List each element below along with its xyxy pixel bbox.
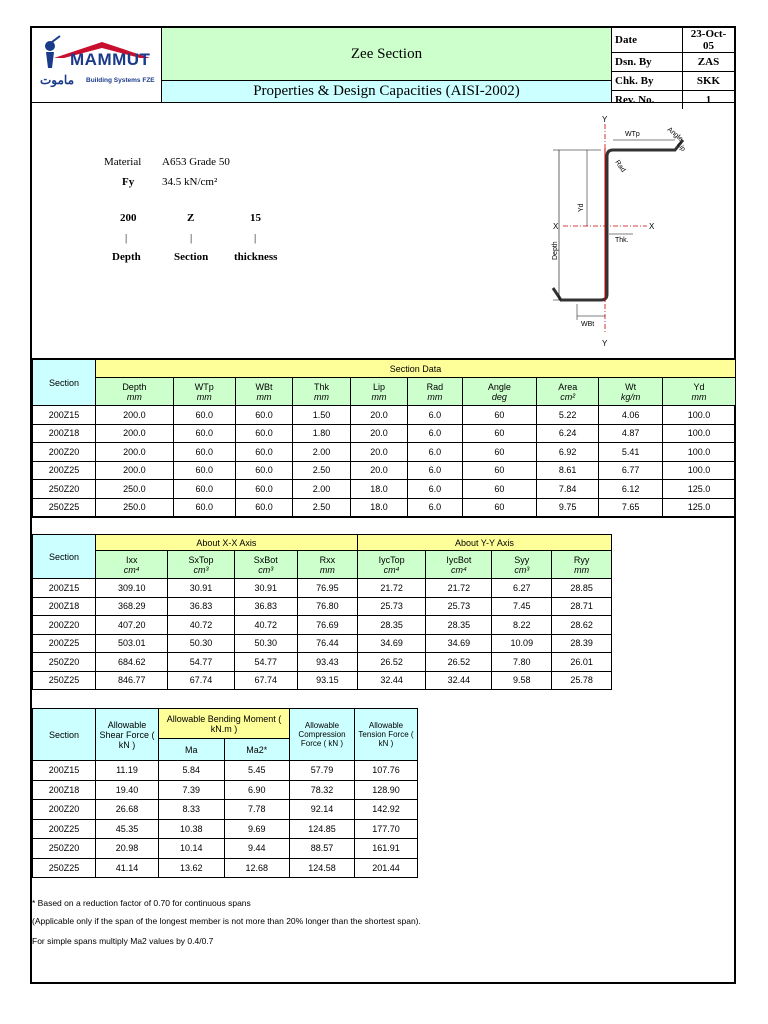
table-cell: 28.71 <box>552 597 612 616</box>
table-cell: 100.0 <box>662 461 735 480</box>
meta-value: 23-Oct-05 <box>683 28 735 53</box>
code-bar: | <box>125 232 128 244</box>
table-row <box>33 579 612 598</box>
table-cell: 60.0 <box>235 443 293 462</box>
table-cell: 34.69 <box>426 634 492 653</box>
table-cell: 67.74 <box>234 671 298 690</box>
yd-label: Yd <box>578 203 585 212</box>
row-section-cell: 200Z15 <box>33 579 96 598</box>
table-cell: 6.92 <box>537 443 599 462</box>
logo-arabic: ماموت <box>40 73 75 87</box>
table-cell: 20.0 <box>350 443 408 462</box>
table-cell: 2.00 <box>293 443 351 462</box>
table-cell: 368.29 <box>96 597 168 616</box>
row-section-cell: 250Z25 <box>33 498 96 517</box>
table-cell: 30.91 <box>168 579 234 598</box>
table-cell: 78.32 <box>290 780 355 800</box>
table-row <box>33 780 418 800</box>
table-cell: 60 <box>462 498 537 517</box>
table-cell: 7.80 <box>492 653 552 672</box>
table-cell: 142.92 <box>355 800 418 820</box>
table-cell: 18.0 <box>350 498 408 517</box>
table-cell: 7.45 <box>492 597 552 616</box>
table-cell: 40.72 <box>234 616 298 635</box>
table-cell: 60.0 <box>235 406 293 425</box>
table-cell: 28.62 <box>552 616 612 635</box>
table-cell: 6.90 <box>224 780 290 800</box>
table-cell: 6.0 <box>408 498 462 517</box>
table-cell: 10.38 <box>159 819 225 839</box>
row-section-cell: 200Z18 <box>33 424 96 443</box>
table-cell: 60.0 <box>173 424 235 443</box>
table-cell: 88.57 <box>290 839 355 859</box>
table-cell: 26.01 <box>552 653 612 672</box>
table-cell: 161.91 <box>355 839 418 859</box>
page-title: Zee Section <box>162 28 612 81</box>
table-cell: 309.10 <box>96 579 168 598</box>
table-cell: 200.0 <box>96 406 174 425</box>
table-row <box>33 461 736 480</box>
table-cell: 10.14 <box>159 839 225 859</box>
table-cell: 28.35 <box>426 616 492 635</box>
column-header-lip: Lip mm <box>350 378 408 406</box>
table-cell: 20.0 <box>350 461 408 480</box>
table-cell: 4.06 <box>599 406 663 425</box>
table-cell: 76.80 <box>298 597 358 616</box>
row-section-cell: 200Z15 <box>33 761 96 781</box>
y-axis-bottom-label: Y <box>602 339 608 348</box>
section-data-rows <box>33 406 736 517</box>
meta-label: Chk. By <box>612 72 683 91</box>
table-cell: 7.65 <box>599 498 663 517</box>
fy-value: 34.5 kN/cm² <box>162 176 218 188</box>
material-value: A653 Grade 50 <box>162 156 230 168</box>
table-cell: 1.50 <box>293 406 351 425</box>
table-row <box>33 653 612 672</box>
table-cell: 6.12 <box>599 480 663 499</box>
table-row <box>33 406 736 425</box>
table-cell: 20.98 <box>96 839 159 859</box>
table-row <box>33 800 418 820</box>
table-cell: 8.61 <box>537 461 599 480</box>
page-subtitle: Properties & Design Capacities (AISI-2002) <box>162 81 612 102</box>
table-cell: 21.72 <box>426 579 492 598</box>
code-section-value: Z <box>187 212 195 224</box>
divider <box>32 517 734 518</box>
section-data-table <box>32 359 736 517</box>
table-cell: 846.77 <box>96 671 168 690</box>
row-section-cell: 200Z18 <box>33 597 96 616</box>
code-thickness-value: 15 <box>250 212 261 224</box>
column-header-yd: Yd mm <box>662 378 735 406</box>
table-cell: 26.52 <box>357 653 426 672</box>
table-cell: 60.0 <box>235 461 293 480</box>
table-cell: 7.39 <box>159 780 225 800</box>
table-cell: 54.77 <box>168 653 234 672</box>
table-cell: 60.0 <box>173 498 235 517</box>
design-capacities-rows <box>33 761 418 878</box>
table-row <box>33 498 736 517</box>
table-cell: 93.43 <box>298 653 358 672</box>
section-data-group-header: Section Data <box>96 360 736 378</box>
table-cell: 13.62 <box>159 858 225 878</box>
row-section-cell: 250Z25 <box>33 858 96 878</box>
table-cell: 12.68 <box>224 858 290 878</box>
y-axis-group-header: About Y-Y Axis <box>357 535 611 551</box>
row-section-cell: 200Z25 <box>33 461 96 480</box>
row-section-cell: 250Z25 <box>33 671 96 690</box>
y-axis-top-label: Y <box>602 115 608 124</box>
table-row <box>33 616 612 635</box>
table-cell: 107.76 <box>355 761 418 781</box>
table-cell: 6.77 <box>599 461 663 480</box>
table-cell: 20.0 <box>350 406 408 425</box>
table-cell: 503.01 <box>96 634 168 653</box>
table-cell: 60 <box>462 461 537 480</box>
column-header-compression: Allowable Compression Force ( kN ) <box>290 709 355 761</box>
design-capacities-table <box>32 708 418 878</box>
table-cell: 100.0 <box>662 406 735 425</box>
section-header: Section <box>33 360 96 406</box>
table-cell: 60 <box>462 424 537 443</box>
table-cell: 25.73 <box>426 597 492 616</box>
table-row <box>33 858 418 878</box>
table-cell: 54.77 <box>234 653 298 672</box>
table-cell: 200.0 <box>96 461 174 480</box>
table-cell: 9.69 <box>224 819 290 839</box>
fy-label: Fy <box>122 176 135 188</box>
table-cell: 125.0 <box>662 498 735 517</box>
row-section-cell: 200Z20 <box>33 616 96 635</box>
logo-text: MAMMUT <box>70 50 151 69</box>
table-cell: 36.83 <box>234 597 298 616</box>
table-cell: 76.95 <box>298 579 358 598</box>
column-header-wtp: WTp mm <box>173 378 235 406</box>
table-cell: 250.0 <box>96 480 174 499</box>
table-cell: 45.35 <box>96 819 159 839</box>
column-header-thk: Thk mm <box>293 378 351 406</box>
table-cell: 201.44 <box>355 858 418 878</box>
table-cell: 4.87 <box>599 424 663 443</box>
table-cell: 2.50 <box>293 498 351 517</box>
meta-label: Rev. No. <box>612 91 683 110</box>
meta-label: Date <box>612 28 683 53</box>
table-cell: 1.80 <box>293 424 351 443</box>
axis-properties-table <box>32 534 612 690</box>
table-cell: 6.0 <box>408 461 462 480</box>
code-bar: | <box>190 232 193 244</box>
table-cell: 28.39 <box>552 634 612 653</box>
datasheet <box>30 26 736 984</box>
table-cell: 36.83 <box>168 597 234 616</box>
row-section-cell: 250Z20 <box>33 839 96 859</box>
column-header-depth: Depth mm <box>96 378 174 406</box>
column-header-ma: Ma <box>159 739 225 761</box>
table-cell: 41.14 <box>96 858 159 878</box>
table-cell: 57.79 <box>290 761 355 781</box>
table-cell: 92.14 <box>290 800 355 820</box>
code-bar: | <box>254 232 257 244</box>
section-header: Section <box>33 535 96 579</box>
table-cell: 60.0 <box>173 443 235 462</box>
table-cell: 6.0 <box>408 406 462 425</box>
table-row <box>33 597 612 616</box>
thk-label: Thk. <box>615 237 629 244</box>
column-header-rad: Rad mm <box>408 378 462 406</box>
table-cell: 21.72 <box>357 579 426 598</box>
header <box>32 28 734 106</box>
table-cell: 20.0 <box>350 424 408 443</box>
table-cell: 5.45 <box>224 761 290 781</box>
depth-label: Depth <box>552 241 559 260</box>
table-cell: 28.85 <box>552 579 612 598</box>
table-cell: 26.68 <box>96 800 159 820</box>
table-cell: 100.0 <box>662 424 735 443</box>
column-header-wbt: WBt mm <box>235 378 293 406</box>
table-cell: 9.44 <box>224 839 290 859</box>
table-cell: 8.33 <box>159 800 225 820</box>
table-row <box>33 443 736 462</box>
table-cell: 32.44 <box>426 671 492 690</box>
table-row <box>33 761 418 781</box>
table-cell: 8.22 <box>492 616 552 635</box>
table-row <box>33 634 612 653</box>
table-cell: 34.69 <box>357 634 426 653</box>
meta-value: ZAS <box>683 53 735 72</box>
table-row <box>33 839 418 859</box>
table-cell: 6.0 <box>408 443 462 462</box>
table-cell: 125.0 <box>662 480 735 499</box>
column-header-angle: Angle deg <box>462 378 537 406</box>
table-cell: 9.58 <box>492 671 552 690</box>
footnote: For simple spans multiply Ma2 values by 0.4/0.7 <box>32 936 214 946</box>
table-cell: 6.24 <box>537 424 599 443</box>
column-header-bending: Allowable Bending Moment ( kN.m ) <box>159 709 290 739</box>
row-section-cell: 200Z20 <box>33 443 96 462</box>
table-cell: 32.44 <box>357 671 426 690</box>
column-header-shear: Allowable Shear Force ( kN ) <box>96 709 159 761</box>
table-cell: 200.0 <box>96 443 174 462</box>
code-thickness-desc: thickness <box>234 251 278 263</box>
table-cell: 25.73 <box>357 597 426 616</box>
wtp-label: WTp <box>625 131 640 138</box>
column-header-ma2: Ma2* <box>224 739 290 761</box>
table-cell: 60.0 <box>235 480 293 499</box>
table-cell: 30.91 <box>234 579 298 598</box>
table-cell: 60.0 <box>173 406 235 425</box>
material-label: Material <box>104 156 142 168</box>
table-cell: 124.85 <box>290 819 355 839</box>
table-cell: 76.44 <box>298 634 358 653</box>
column-header-area: Area cm² <box>537 378 599 406</box>
row-section-cell: 250Z20 <box>33 653 96 672</box>
row-section-cell: 250Z20 <box>33 480 96 499</box>
table-cell: 684.62 <box>96 653 168 672</box>
table-cell: 50.30 <box>234 634 298 653</box>
table-cell: 2.50 <box>293 461 351 480</box>
table-cell: 100.0 <box>662 443 735 462</box>
table-cell: 26.52 <box>426 653 492 672</box>
table-cell: 2.00 <box>293 480 351 499</box>
column-header-syy: Syy cm³ <box>492 551 552 579</box>
table-cell: 93.15 <box>298 671 358 690</box>
table-cell: 124.58 <box>290 858 355 878</box>
table-cell: 6.0 <box>408 480 462 499</box>
column-header-iyctop: IycTop cm⁴ <box>357 551 426 579</box>
table-cell: 10.09 <box>492 634 552 653</box>
row-section-cell: 200Z18 <box>33 780 96 800</box>
axis-properties-rows <box>33 579 612 690</box>
column-header-iycbot: IycBot cm⁴ <box>426 551 492 579</box>
table-cell: 177.70 <box>355 819 418 839</box>
column-header-sxtop: SxTop cm³ <box>168 551 234 579</box>
table-cell: 5.41 <box>599 443 663 462</box>
column-header-wt: Wt kg/m <box>599 378 663 406</box>
table-cell: 9.75 <box>537 498 599 517</box>
meta-value: SKK <box>683 72 735 91</box>
table-cell: 250.0 <box>96 498 174 517</box>
table-cell: 407.20 <box>96 616 168 635</box>
table-cell: 60 <box>462 406 537 425</box>
table-row <box>33 671 612 690</box>
revision-block <box>612 28 734 106</box>
table-cell: 50.30 <box>168 634 234 653</box>
code-section-desc: Section <box>174 251 209 263</box>
code-depth-desc: Depth <box>112 251 141 263</box>
footnote: * Based on a reduction factor of 0.70 for continuous spans <box>32 898 251 908</box>
table-cell: 6.27 <box>492 579 552 598</box>
table-row <box>33 480 736 499</box>
table-cell: 7.84 <box>537 480 599 499</box>
table-cell: 67.74 <box>168 671 234 690</box>
row-section-cell: 200Z20 <box>33 800 96 820</box>
column-header-sxbot: SxBot cm³ <box>234 551 298 579</box>
table-cell: 5.84 <box>159 761 225 781</box>
table-cell: 60 <box>462 480 537 499</box>
table-cell: 5.22 <box>537 406 599 425</box>
table-cell: 60.0 <box>235 424 293 443</box>
row-section-cell: 200Z25 <box>33 819 96 839</box>
table-cell: 6.0 <box>408 424 462 443</box>
table-cell: 60 <box>462 443 537 462</box>
table-cell: 60.0 <box>173 461 235 480</box>
table-cell: 7.78 <box>224 800 290 820</box>
table-cell: 128.90 <box>355 780 418 800</box>
table-row <box>33 819 418 839</box>
x-axis-group-header: About X-X Axis <box>96 535 358 551</box>
code-depth-value: 200 <box>120 212 137 224</box>
table-cell: 28.35 <box>357 616 426 635</box>
footnote: (Applicable only if the span of the longest member is not more than 20% longer than the shortest span). <box>32 916 421 926</box>
angle-label: Angle <box>665 126 684 144</box>
lip-label: Lip <box>675 141 687 153</box>
x-axis-left-label: X <box>553 222 559 231</box>
column-header-ixx: Ixx cm⁴ <box>96 551 168 579</box>
logo-subtitle: Building Systems FZE <box>86 77 155 84</box>
x-axis-right-label: X <box>649 222 655 231</box>
table-cell: 40.72 <box>168 616 234 635</box>
company-logo <box>32 28 162 102</box>
table-cell: 60.0 <box>173 480 235 499</box>
row-section-cell: 200Z25 <box>33 634 96 653</box>
table-cell: 200.0 <box>96 424 174 443</box>
table-cell: 11.19 <box>96 761 159 781</box>
table-cell: 76.69 <box>298 616 358 635</box>
table-cell: 18.0 <box>350 480 408 499</box>
row-section-cell: 200Z15 <box>33 406 96 425</box>
meta-label: Dsn. By <box>612 53 683 72</box>
table-row <box>33 424 736 443</box>
wbt-label: WBt <box>581 321 595 328</box>
column-header-rxx: Rxx mm <box>298 551 358 579</box>
column-header-ryy: Ryy mm <box>552 551 612 579</box>
section-header: Section <box>33 709 96 761</box>
table-cell: 60.0 <box>235 498 293 517</box>
table-cell: 19.40 <box>96 780 159 800</box>
column-header-tension: Allowable Tension Force ( kN ) <box>355 709 418 761</box>
table-cell: 25.78 <box>552 671 612 690</box>
zee-section-diagram <box>517 112 687 348</box>
rad-label: Rad <box>613 159 627 174</box>
divider <box>32 102 734 103</box>
meta-value: 1 <box>705 94 712 106</box>
